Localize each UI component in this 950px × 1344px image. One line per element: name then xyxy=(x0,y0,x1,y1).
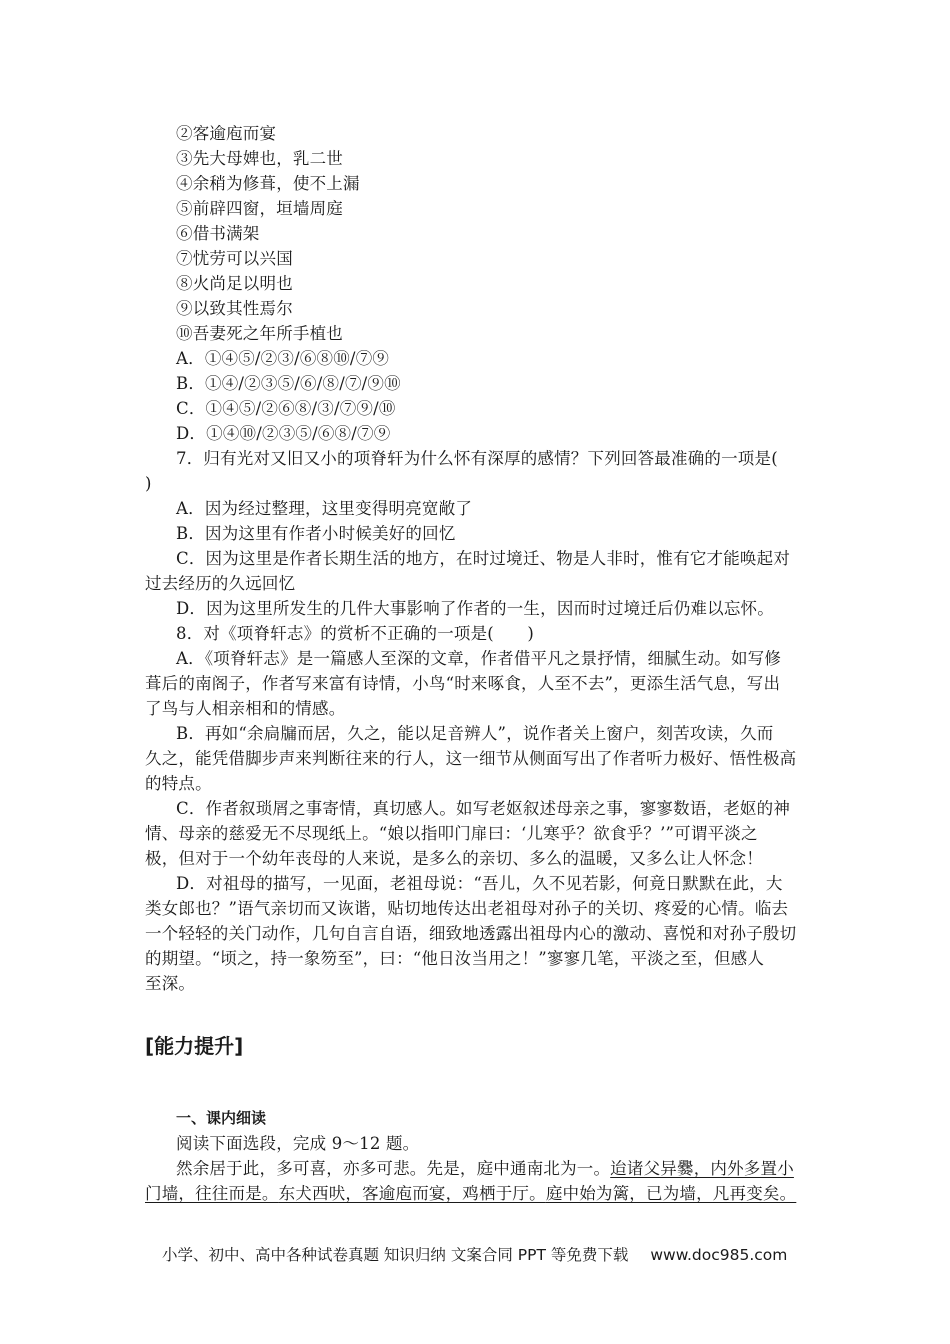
q8-choice-d-cont: 至深。 xyxy=(145,974,196,993)
option-item: ④余稍为修葺，使不上漏 xyxy=(176,174,360,193)
q8-choice-b: B．再如“余扃牖而居，久之，能以足音辨人”，说作者关上窗户，刻苦攻读，久而 xyxy=(176,724,774,743)
q6-choice-d: D．①④⑩/②③⑤/⑥⑧/⑦⑨ xyxy=(176,424,391,443)
q7-choice-c-cont: 过去经历的久远回忆 xyxy=(145,574,296,593)
passage-line xyxy=(176,1156,794,1181)
option-item: ⑦忧劳可以兴国 xyxy=(176,249,293,268)
passage-underlined-text: 迨诸父异爨，内外多置小 xyxy=(610,1159,794,1178)
option-item: ②客逾庖而宴 xyxy=(176,124,277,143)
q6-choice-c: C．①④⑤/②⑥⑧/③/⑦⑨/⑩ xyxy=(176,399,396,418)
section-heading: [能力提升] xyxy=(145,1034,244,1058)
option-item: ⑨以致其性焉尔 xyxy=(176,299,293,318)
passage-line xyxy=(145,1181,796,1206)
q7-choice-d: D．因为这里所发生的几件大事影响了作者的一生，因而时过境迁后仍难以忘怀。 xyxy=(176,599,774,618)
option-item: ⑥借书满架 xyxy=(176,224,260,243)
footer-site-link[interactable]: www.doc985.com xyxy=(650,1246,788,1264)
q7-choice-b: B．因为这里有作者小时候美好的回忆 xyxy=(176,524,456,543)
q7-stem: 7．归有光对又旧又小的项脊轩为什么怀有深厚的感情？下列回答最准确的一项是( xyxy=(176,449,778,468)
q8-choice-a-cont: 了鸟与人相亲相和的情感。 xyxy=(145,699,346,718)
q8-choice-a-cont: 葺后的南阁子，作者写来富有诗情，小鸟“时来啄食，人至不去”，更添生活气息，写出 xyxy=(145,674,781,693)
q6-choice-b: B．①④/②③⑤/⑥/⑧/⑦/⑨⑩ xyxy=(176,374,401,393)
passage-text: 然余居于此，多可喜，亦多可悲。先是，庭中通南北为一。 xyxy=(176,1159,611,1178)
passage-underlined-text: 东犬西吠，客逾庖而宴，鸡栖于厅。 xyxy=(278,1184,546,1203)
q8-choice-d-cont: 类女郎也？”语气亲切而又诙谐，贴切地传达出老祖母对孙子的关切、疼爱的心情。临去 xyxy=(145,899,789,918)
option-item: ⑤前辟四窗，垣墙周庭 xyxy=(176,199,343,218)
option-item: ⑩吾妻死之年所手植也 xyxy=(176,324,343,343)
q8-choice-c-cont: 情、母亲的慈爱无不尽现纸上。“娘以指叩门扉曰：‘儿寒乎？欲食乎？’”可谓平淡之 xyxy=(145,824,758,843)
footer-text: 小学、初中、高中各种试卷真题 知识归纳 文案合同 PPT 等免费下载 xyxy=(162,1246,629,1264)
q6-choice-a: A．①④⑤/②③/⑥⑧⑩/⑦⑨ xyxy=(176,349,390,368)
q8-choice-d: D．对祖母的描写，一见面，老祖母说：“吾儿，久不见若影，何竟日默默在此，大 xyxy=(176,874,783,893)
q7-choice-a: A．因为经过整理，这里变得明亮宽敞了 xyxy=(176,499,473,518)
q8-stem: 8．对《项脊轩志》的赏析不正确的一项是( ) xyxy=(176,624,534,643)
q7-choice-c: C．因为这里是作者长期生活的地方，在时过境迁、物是人非时，惟有它才能唤起对 xyxy=(176,549,791,568)
page-footer xyxy=(162,1243,787,1265)
q8-choice-b-cont: 久之，能凭借脚步声来判断往来的行人，这一细节从侧面写出了作者听力极好、悟性极高 xyxy=(145,749,797,768)
passage-underlined-text: 门墙，往往而是。 xyxy=(145,1184,279,1203)
q7-stem-cont: ) xyxy=(145,474,152,493)
q8-choice-d-cont: 的期望。“顷之，持一象笏至”，曰：“他日汝当用之！”寥寥几笔，平淡之至，但感人 xyxy=(145,949,765,968)
q8-choice-c: C．作者叙琐屑之事寄情，真切感人。如写老妪叙述母亲之事，寥寥数语，老妪的神 xyxy=(176,799,791,818)
q8-choice-c-cont: 极，但对于一个幼年丧母的人来说，是多么的亲切、多么的温暖，又多么让人怀念！ xyxy=(145,849,763,868)
section-instruction: 阅读下面选段，完成 9～12 题。 xyxy=(176,1134,420,1153)
q8-choice-d-cont: 一个轻轻的关门动作，几句自言自语，细致地透露出祖母内心的激动、喜悦和对孙子殷切 xyxy=(145,924,797,943)
passage-underlined-text: 庭中始为篱，已为墙，凡再变矣。 xyxy=(545,1184,797,1203)
q8-choice-b-cont: 的特点。 xyxy=(145,774,212,793)
q8-choice-a: A．《项脊轩志》是一篇感人至深的文章，作者借平凡之景抒情，细腻生动。如写修 xyxy=(176,649,782,668)
section-subheading: 一、课内细读 xyxy=(176,1109,267,1127)
option-item: ③先大母婢也，乳二世 xyxy=(176,149,343,168)
option-item: ⑧火尚足以明也 xyxy=(176,274,293,293)
